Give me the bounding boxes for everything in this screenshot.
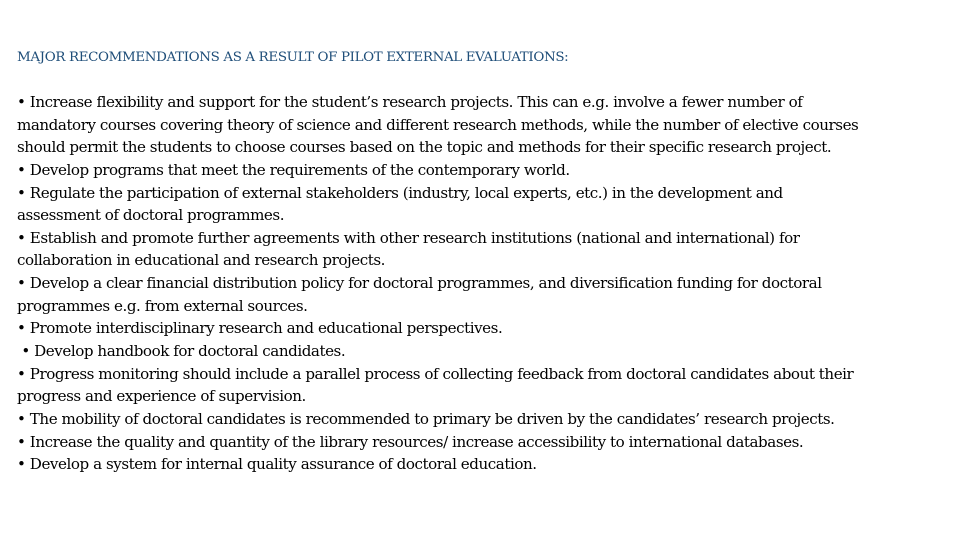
text-line: should permit the students to choose courses based on the topic and methods for their specific research project. xyxy=(17,138,832,157)
text-line: • Increase flexibility and support for the student’s research projects. This can e.g. involve a fewer number of xyxy=(17,93,803,111)
text-line: mandatory courses covering theory of science and different research methods, while the number of elective courses xyxy=(17,115,859,134)
text-line: • Increase the quality and quantity of the library resources/ increase accessibility to international databases. xyxy=(17,432,804,451)
text-line: assessment of doctoral programmes. xyxy=(17,206,285,225)
text-line: • Develop handbook for doctoral candidates. xyxy=(17,342,346,361)
text-line: collaboration in educational and research projects. xyxy=(17,251,385,270)
text-line: progress and experience of supervision. xyxy=(17,387,306,406)
slide-title: MAJOR RECOMMENDATIONS AS A RESULT OF PILOT EXTERNAL EVALUATIONS: xyxy=(17,50,569,65)
text-line: • Progress monitoring should include a parallel process of collecting feedback from doctoral candidates about their xyxy=(17,364,854,383)
text-line: • Develop programs that meet the requirements of the contemporary world. xyxy=(17,160,570,179)
text-line: • Regulate the participation of external stakeholders (industry, local experts, etc.) in the development and xyxy=(17,183,783,202)
text-line: • The mobility of doctoral candidates is recommended to primary be driven by the candidates’ research projects. xyxy=(17,409,835,428)
text-line: programmes e.g. from external sources. xyxy=(17,296,308,315)
text-line: • Develop a system for internal quality assurance of doctoral education. xyxy=(17,455,537,474)
recommendations-text xyxy=(17,91,957,476)
text-line: • Promote interdisciplinary research and educational perspectives. xyxy=(17,319,503,338)
text-line: • Develop a clear financial distribution policy for doctoral programmes, and diversification funding for doctoral xyxy=(17,274,822,293)
text-line: • Establish and promote further agreements with other research institutions (national and international) for xyxy=(17,228,800,247)
